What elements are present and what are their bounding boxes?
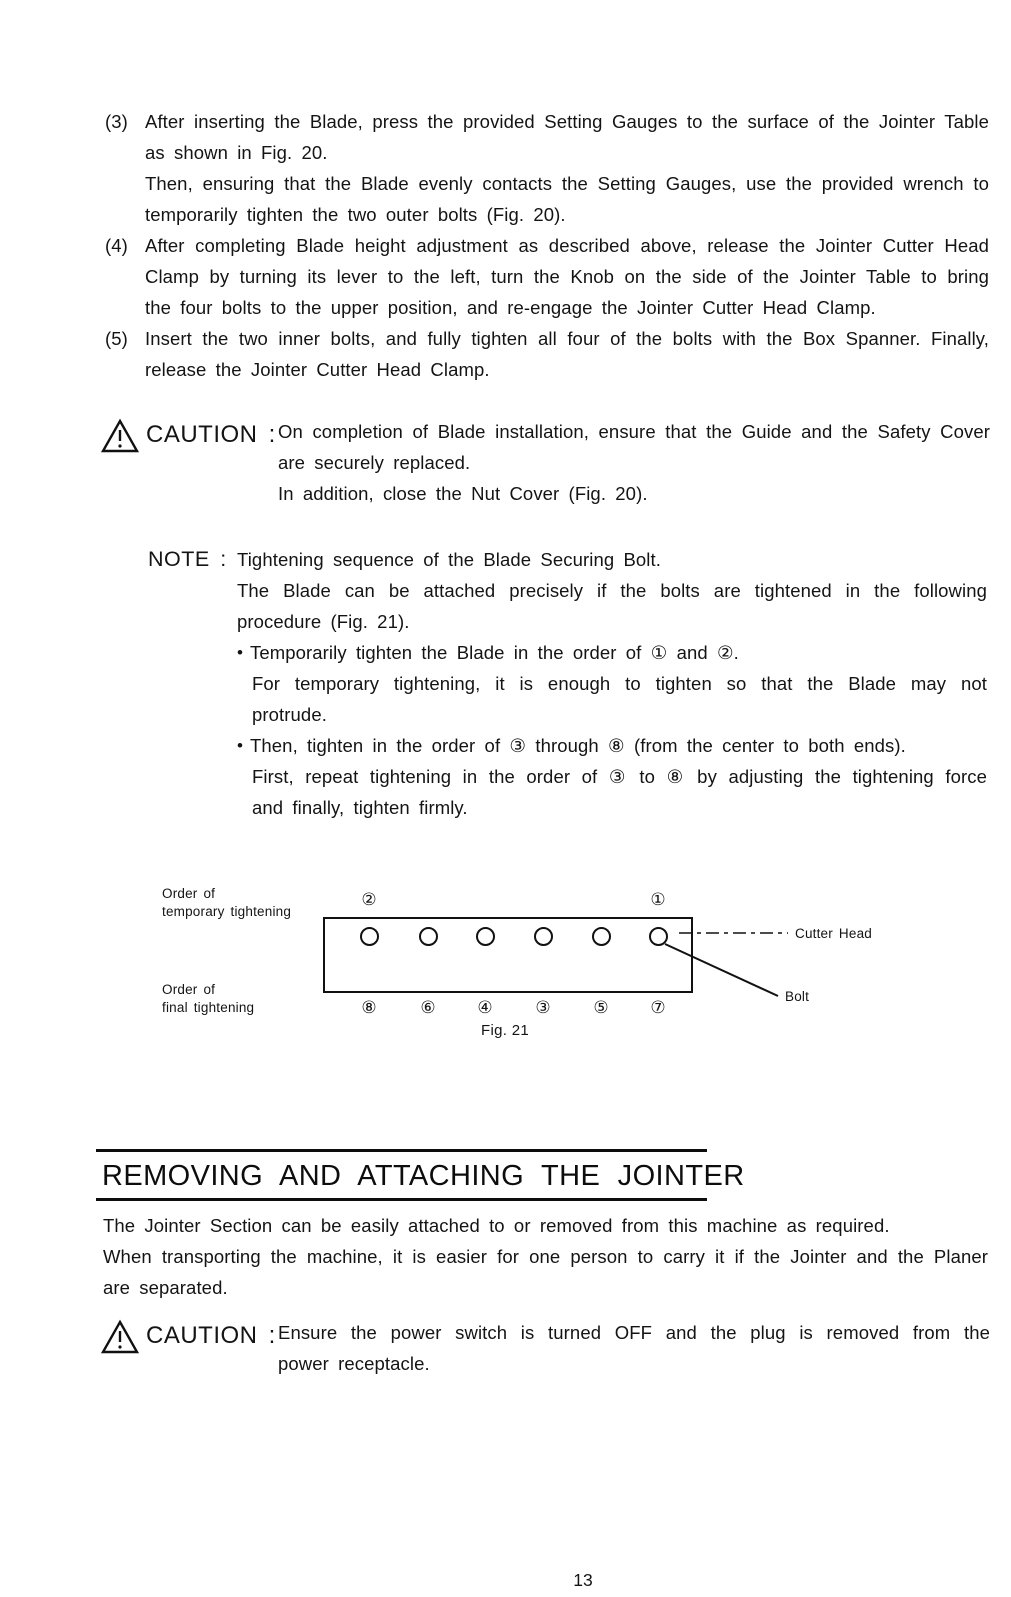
- step-4: [105, 230, 989, 323]
- step-number: (3): [105, 111, 128, 132]
- bullet-icon: •: [237, 643, 244, 662]
- warning-triangle-icon: [100, 418, 140, 454]
- step-paragraph: After completing Blade height adjustment as described above, release the Jointer Cutter Head Clamp by turning its lever to the left, turn the Knob on the side of the Jointer Table to bring the four bolts to the upper position, and re-engage the Jointer Cutter Head Clamp.: [145, 235, 989, 318]
- caution-text: On completion of Blade installation, ensure that the Guide and the Safety Cover are securely replaced.: [278, 421, 990, 473]
- section-paragraph: When transporting the machine, it is easier for one person to carry it if the Jointer and the Planer are separated.: [103, 1246, 988, 1298]
- temporary-order-number: ①: [650, 890, 666, 910]
- section-title: REMOVING AND ATTACHING THE JOINTER: [96, 1149, 707, 1201]
- final-tightening-label: Order of final tightening: [162, 982, 255, 1015]
- step-paragraph: After inserting the Blade, press the provided Setting Gauges to the surface of the Jointer Table as shown in Fig. 20.: [145, 111, 989, 163]
- step-3: [105, 106, 989, 230]
- note-label: NOTE :: [148, 547, 227, 571]
- caution-text: Ensure the power switch is turned OFF and the plug is removed from the power receptacle.: [278, 1322, 990, 1374]
- final-order-number: ③: [535, 998, 551, 1018]
- note-block-tightening-sequence: [0, 544, 1011, 823]
- caution-block-blade-installation: [0, 416, 1011, 509]
- note-bullet-head: Temporarily tighten the Blade in the order of ① and ②.: [250, 642, 739, 663]
- final-order-number: ⑥: [420, 998, 436, 1018]
- bullet-icon: •: [237, 736, 244, 755]
- step-paragraph: Then, ensuring that the Blade evenly contacts the Setting Gauges, use the provided wrench to temporarily tighten the two outer bolts (Fig. 20).: [145, 173, 989, 225]
- note-text: The Blade can be attached precisely if the bolts are tightened in the following procedure (Fig. 21).: [237, 580, 987, 632]
- caution-text: In addition, close the Nut Cover (Fig. 20).: [278, 483, 648, 504]
- step-number: (5): [105, 328, 128, 349]
- caution-label: CAUTION :: [146, 421, 276, 448]
- cutter-head-callout-label: Cutter Head: [795, 926, 872, 941]
- note-bullet-body: First, repeat tightening in the order of ③ to ⑧ by adjusting the tightening force and finally, tighten firmly.: [252, 766, 987, 818]
- caution-label: CAUTION :: [146, 1322, 276, 1349]
- final-order-number: ⑧: [361, 998, 377, 1018]
- final-order-number: ④: [477, 998, 493, 1018]
- note-bullet-body: For temporary tightening, it is enough to tighten so that the Blade may not protrude.: [252, 673, 987, 725]
- note-bullet-item: [237, 637, 987, 730]
- step-5: [105, 323, 989, 385]
- page-number: 13: [573, 1570, 593, 1590]
- temporary-order-number: ②: [361, 890, 377, 910]
- final-order-number: ⑤: [593, 998, 609, 1018]
- step-paragraph: Insert the two inner bolts, and fully tighten all four of the bolts with the Box Spanner. Finally, release the Jointer Cutter Head Clamp.: [145, 328, 989, 380]
- note-bullet-head: Then, tighten in the order of ③ through ⑧ (from the center to both ends).: [250, 735, 906, 756]
- note-bullet-item: [237, 730, 987, 823]
- bolt-callout-label: Bolt: [785, 989, 810, 1004]
- instruction-steps: [105, 106, 989, 385]
- caution-block-power-switch: [0, 1317, 1011, 1379]
- step-number: (4): [105, 235, 128, 256]
- warning-triangle-icon: [100, 1319, 140, 1355]
- final-order-number: ⑦: [650, 998, 666, 1018]
- figure-21: [0, 875, 1011, 1060]
- note-text: Tightening sequence of the Blade Securing Bolt.: [237, 549, 661, 570]
- figure-caption: Fig. 21: [481, 1022, 529, 1039]
- temporary-tightening-label: Order of temporary tightening: [162, 886, 292, 919]
- section-paragraph: The Jointer Section can be easily attached to or removed from this machine as required.: [103, 1215, 890, 1236]
- section-body: [103, 1210, 988, 1303]
